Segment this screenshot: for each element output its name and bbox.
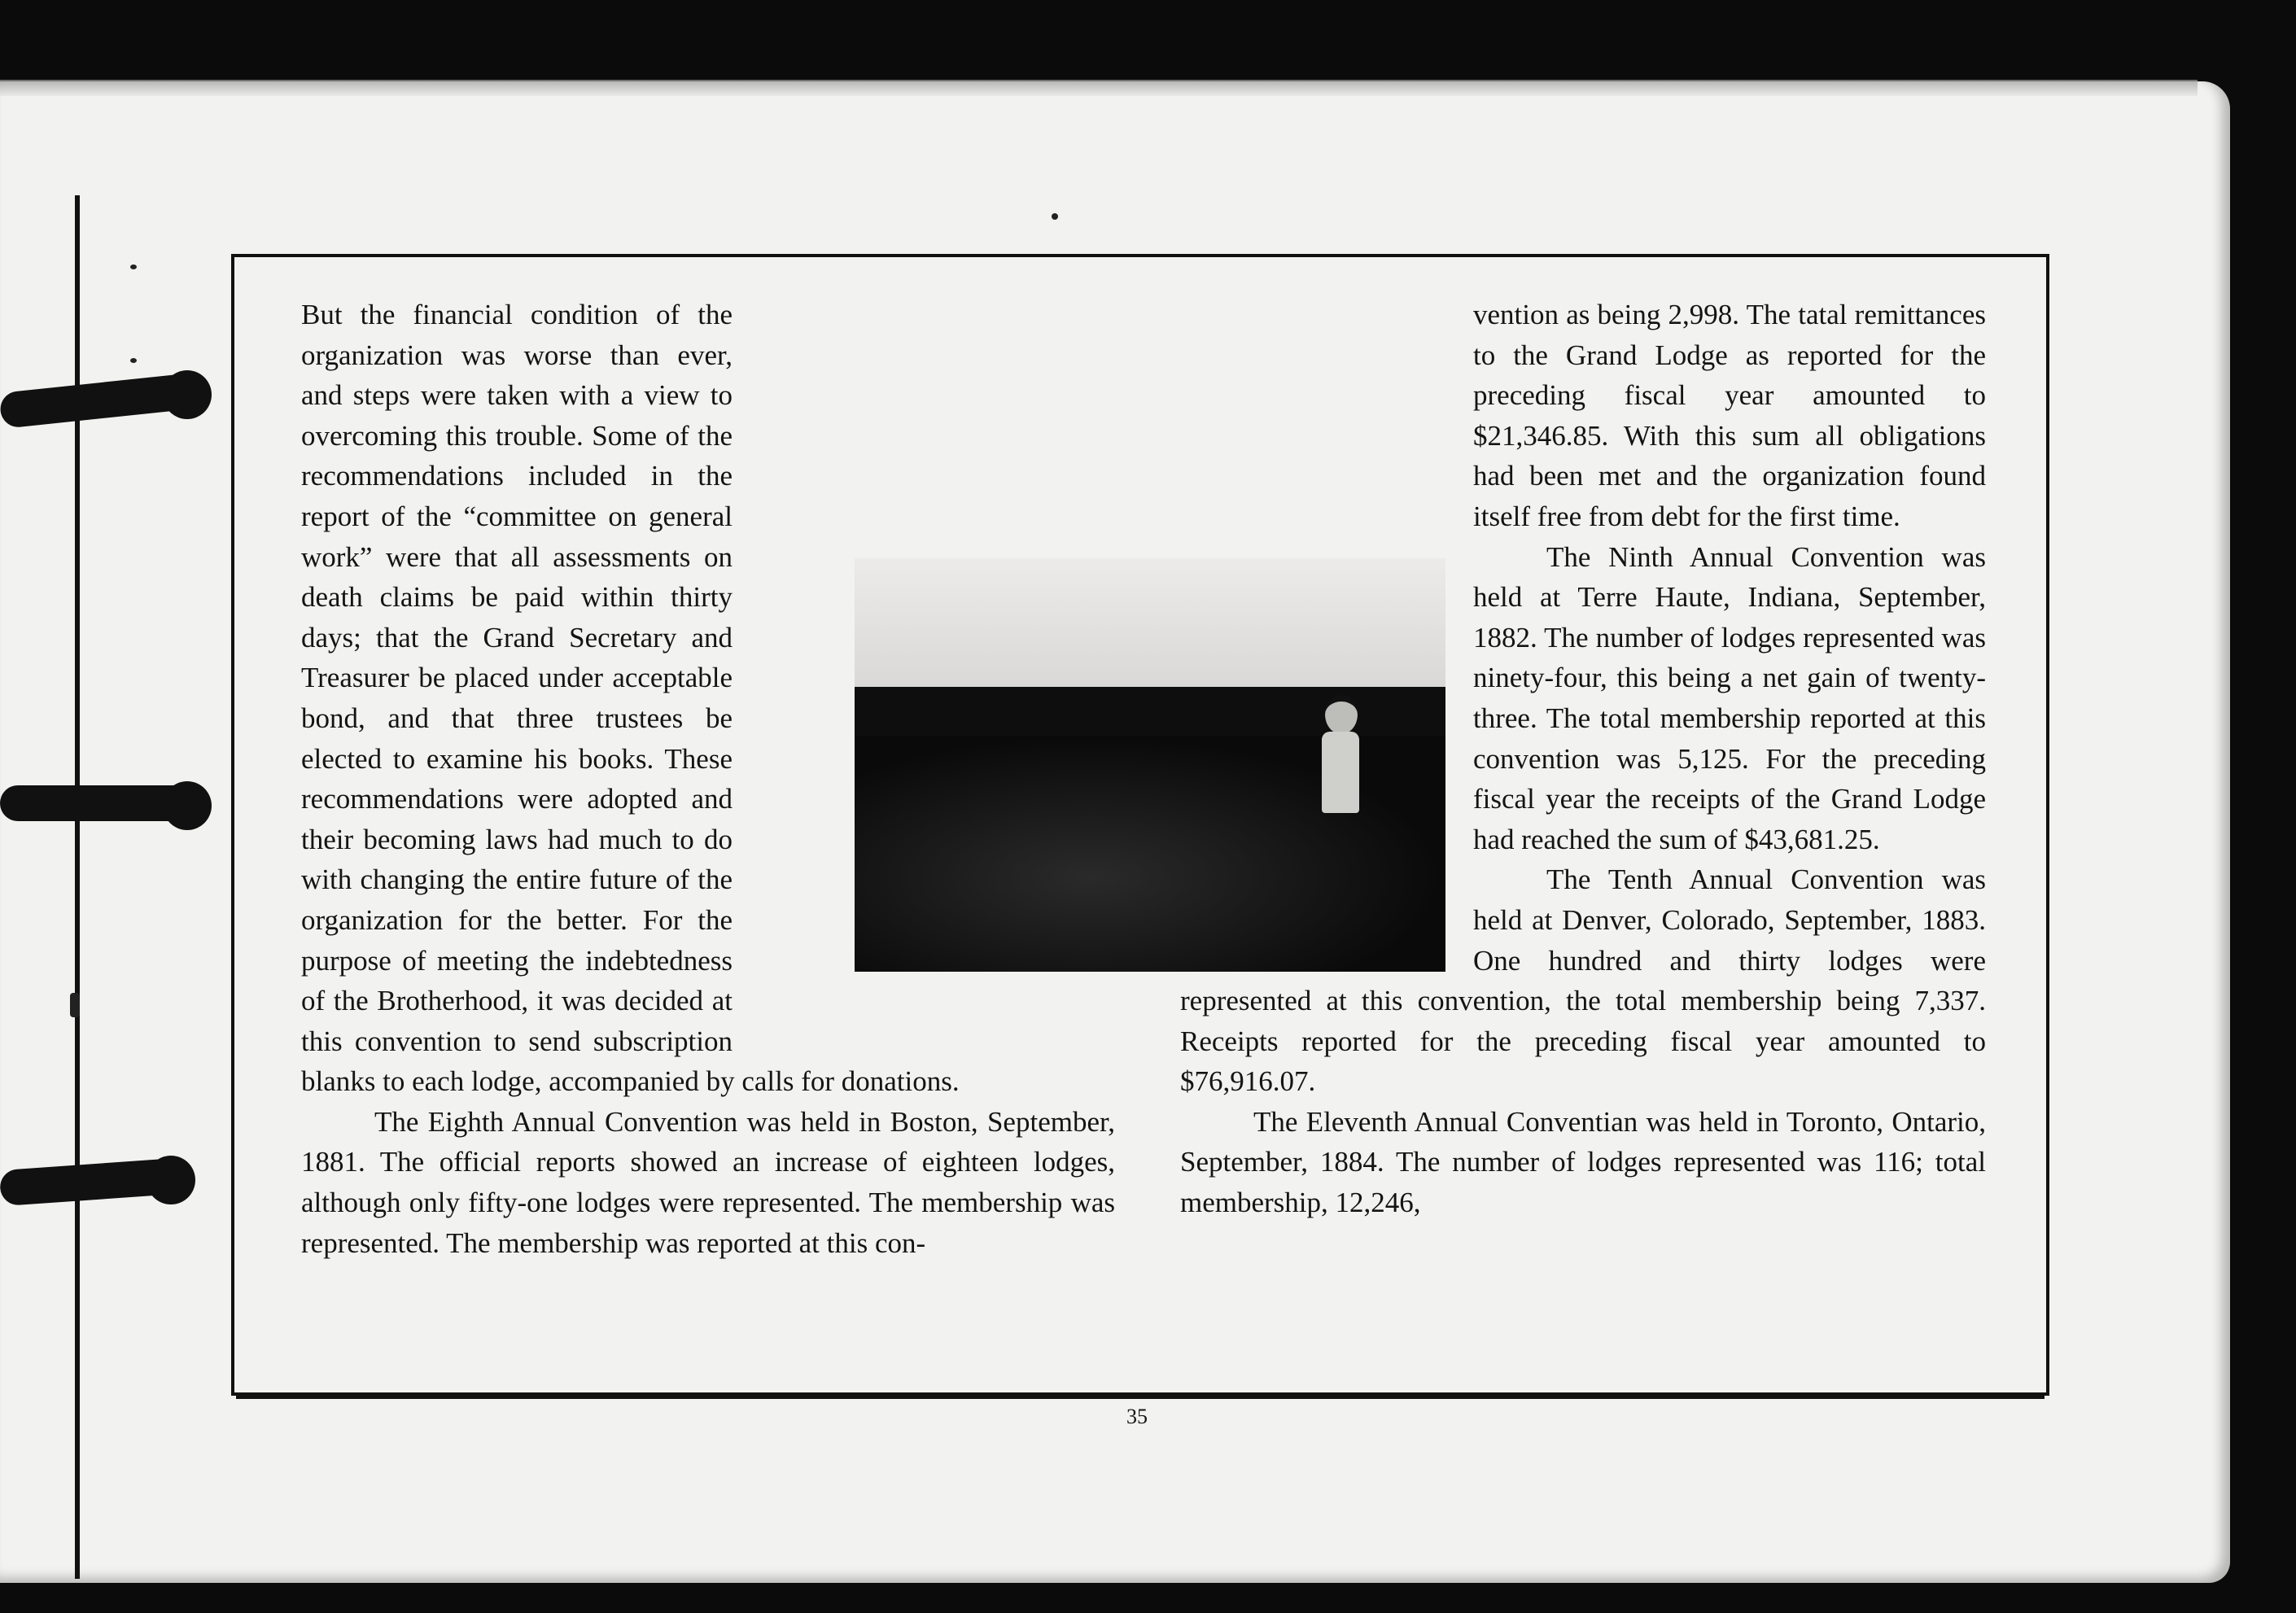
page-top-edge [0, 80, 2198, 96]
scan-speck [70, 993, 80, 1017]
left-text-column [301, 295, 1115, 1263]
binder-ring-knob [147, 1156, 195, 1204]
paragraph: The Eighth Annual Convention was held in Boston, September, 1881. The official reports showed an increase of eighteen lodges, although only fifty-one lodges were represented. The membership was represented. The membership was reported at this con- [301, 1105, 1115, 1259]
photo-wrap-space [1180, 417, 1460, 946]
paragraph: The Ninth Annual Convention was held at Terre Haute, Indiana, September, 1882. The number of lodges represented was ninety-four, this being a net gain of twenty-three. The total membership reported at this convention was 5,125. For the preceding fiscal year the receipts of the Grand Lodge had reached the sum of $43,681.25. [1473, 540, 1986, 855]
scan-speck [130, 264, 137, 269]
right-text-column [1180, 295, 1986, 1223]
paragraph: The Tenth Annual Convention was held at Denver, Colorado, September, 1883. One hundred and thirty lodges were represented at this convention, the total membership being 7,337. Receipts reported for the preceding fiscal year amounted to $76,916.07. [1180, 863, 1986, 1098]
page-number: 35 [1126, 1405, 1148, 1428]
page-border-frame [231, 254, 2049, 1396]
binder-ring-knob [163, 370, 212, 419]
paragraph: But the financial condition of the organization was worse than ever, and steps were taken with a view to overcoming this trouble. Some of the recommendations included in the report of the “committee on general work” were that all assessments on death claims be paid within thirty days; that the Grand Secretary and Treasurer be placed under acceptable bond, and that three trustees be elected to examine his books. These recommendations were adopted and their becoming laws had much to do with changing the entire future of the organization for the better. For the purpose of meeting the indebtedness of the Brotherhood, it was decided at this convention to send subscription blanks to each lodge, accompanied by calls for donations. [301, 299, 960, 1098]
binder-ring-knob [163, 781, 212, 830]
photo-wrap-space [747, 482, 1115, 1035]
paragraph: vention as being 2,998. The tatal remittances to the Grand Lodge as reported for the preceding fiscal year amounted to $21,346.85. With this sum all obligations had been met and the organization found itself free from debt for the first time. [1473, 299, 1986, 532]
scan-speck [130, 358, 137, 363]
scan-speck [1052, 213, 1058, 220]
paragraph: The Eleventh Annual Conventian was held in Toronto, Ontario, September, 1884. The number of lodges represented was 116; total membership, 12,246, [1180, 1105, 1986, 1219]
